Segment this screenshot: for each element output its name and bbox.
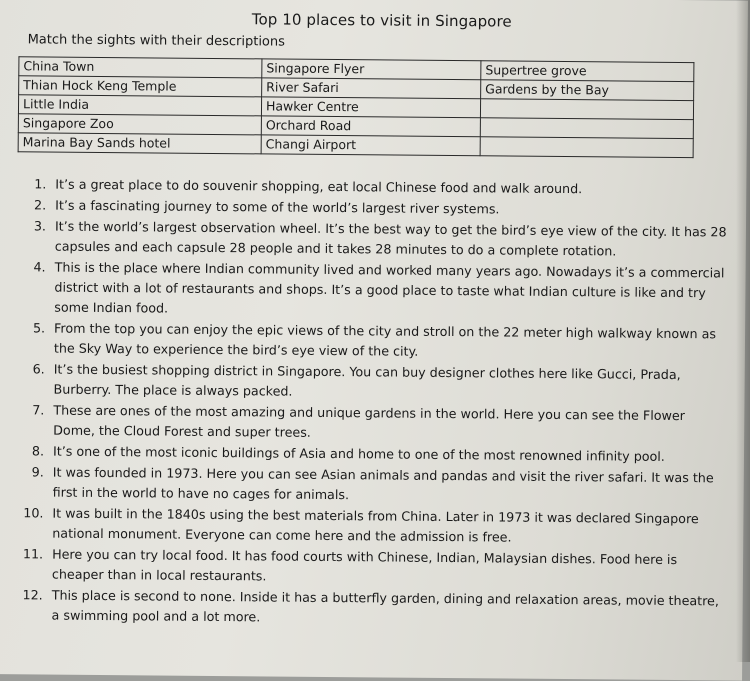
table-cell: Little India xyxy=(18,95,261,116)
table-cell xyxy=(480,99,693,120)
table-cell: Hawker Centre xyxy=(261,97,480,118)
list-item xyxy=(14,462,726,508)
item-description: These are ones of the most amazing and unique gardens in the world. Here you can see the Flower Dome, the Cloud Forest and super trees. xyxy=(53,402,685,440)
item-description: This place is second to none. Inside it has a butterfly garden, dining and relaxation areas, movie theatre, a swimming pool and a lot more. xyxy=(51,587,720,625)
table-cell xyxy=(480,137,693,158)
instructions: Match the sights with their descriptions xyxy=(27,32,286,50)
item-description: It was built in the 1840s using the best materials from China. Later in 1973 it was declared Singapore national monument. Everyone can come here and the admission is free. xyxy=(52,505,699,545)
list-item xyxy=(14,400,726,446)
item-description: This is the place where Indian community lived and worked many years ago. Nowadays it’s a commercial district with a lot of restaurants and shops. It’s a good place to taste what Indian culture is like and try some Indian food. xyxy=(54,259,725,316)
table-cell: China Town xyxy=(19,57,262,78)
table-cell: Changi Airport xyxy=(261,135,480,156)
item-number: 8. xyxy=(31,443,45,459)
item-number: 4. xyxy=(33,259,46,275)
list-item xyxy=(15,318,727,364)
list-item xyxy=(12,585,724,631)
list-item xyxy=(13,503,725,549)
page-title: Top 10 places to visit in Singapore xyxy=(251,10,512,31)
table-cell: Singapore Flyer xyxy=(262,59,481,80)
item-number: 7. xyxy=(32,402,45,418)
table-cell: Singapore Zoo xyxy=(18,114,261,135)
item-number: 10. xyxy=(23,505,44,521)
item-description: Here you can try local food. It has food courts with Chinese, Indian, Malaysian dishes. Food here is cheaper than in local restaurants. xyxy=(51,546,678,584)
item-description: It’s the busiest shopping district in Singapore. You can buy designer clothes here like Gucci, Prada, Burberry. The place is always packed. xyxy=(53,361,681,399)
table-cell: River Safari xyxy=(262,78,481,99)
table-cell: Orchard Road xyxy=(261,116,480,137)
item-description: It’s a great place to do souvenir shopping, eat local Chinese food and walk around. xyxy=(55,176,583,197)
item-description: It’s one of the most iconic buildings of Asia and home to one of the most renowned infinity pool. xyxy=(52,443,665,464)
item-number: 3. xyxy=(33,218,47,234)
descriptions-list xyxy=(12,174,728,632)
table-cell xyxy=(480,118,693,139)
table-cell: Marina Bay Sands hotel xyxy=(18,133,261,154)
item-description: It’s a fascinating journey to some of the world’s largest river systems. xyxy=(55,197,500,217)
item-number: 1. xyxy=(34,176,47,192)
item-number: 2. xyxy=(33,197,47,213)
item-description: It was founded in 1973. Here you can see Asian animals and pandas and visit the river safari. It was the first in the world to have no cages for animals. xyxy=(52,464,714,503)
list-item xyxy=(16,216,728,262)
list-item xyxy=(13,544,725,590)
item-number: 11. xyxy=(22,546,44,562)
list-item xyxy=(15,257,727,323)
table-cell: Thian Hock Keng Temple xyxy=(19,76,262,97)
item-number: 6. xyxy=(32,361,45,377)
item-description: From the top you can enjoy the epic views of the city and stroll on the 22 meter high walkway known as the Sky Way to experience the bird’s eye view of the city. xyxy=(53,320,717,359)
table-cell: Supertree grove xyxy=(481,61,694,82)
sights-table xyxy=(18,56,695,158)
item-number: 9. xyxy=(31,464,44,480)
item-description: It’s the world’s largest observation wheel. It’s the best way to get the bird’s eye view of the city. It has 28 capsules and each capsule 28 people and it takes 28 minutes to do a complete rotation. xyxy=(54,218,727,259)
table-cell: Gardens by the Bay xyxy=(481,80,694,101)
list-item xyxy=(14,359,726,405)
item-number: 5. xyxy=(32,320,46,336)
item-number: 12. xyxy=(22,587,43,603)
